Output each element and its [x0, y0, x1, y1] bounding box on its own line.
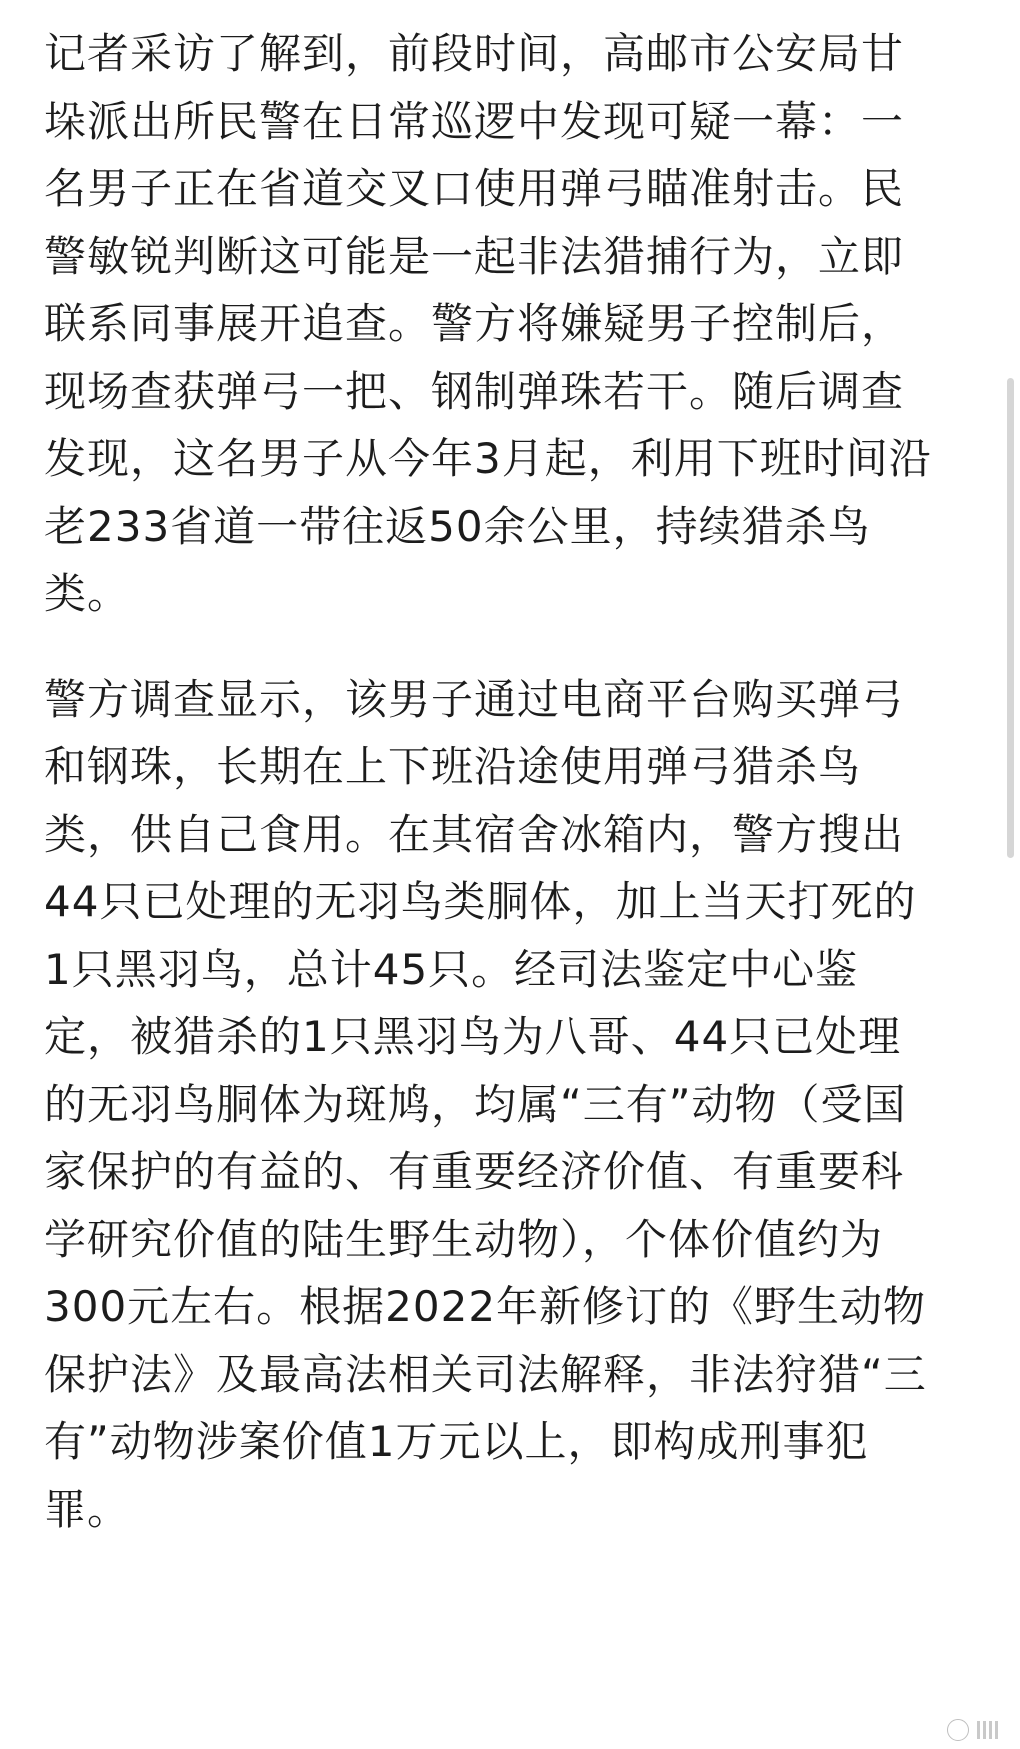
text-line: 发现，这名男子从今年3月起，利用下班时间沿 — [44, 434, 932, 483]
text-line: 和钢珠，长期在上下班沿途使用弹弓猎杀鸟 — [44, 742, 862, 791]
paragraph-2 — [44, 666, 984, 1544]
text-line: 定，被猎杀的1只黑羽鸟为八哥、44只已处理 — [44, 1012, 902, 1061]
text-line: 学研究价值的陆生野生动物），个体价值约为 — [44, 1214, 884, 1264]
text-line: 1只黑羽鸟，总计45只。经司法鉴定中心鉴 — [44, 944, 859, 994]
text-line: 类，供自己食用。在其宿舍冰箱内，警方搜出 — [44, 809, 905, 859]
text-line: 保护法》及最高法相关司法解释，非法狩猎“三 — [44, 1349, 927, 1399]
text-line: 类。 — [44, 569, 131, 618]
text-line: 家保护的有益的、有重要经济价值、有重要科 — [44, 1147, 905, 1196]
text-line: 有”动物涉案价值1万元以上，即构成刑事犯 — [44, 1417, 869, 1466]
text-line: 的无羽鸟胴体为斑鸠，均属“三有”动物（受国 — [44, 1079, 907, 1129]
text-line: 联系同事展开追查。警方将嫌疑男子控制后， — [44, 299, 905, 348]
text-line: 警方调查显示，该男子通过电商平台购买弹弓 — [44, 674, 905, 724]
text-line: 记者采访了解到，前段时间，高邮市公安局甘 — [44, 29, 905, 78]
text-line: 罪。 — [44, 1484, 131, 1534]
watermark-bars-icon — [977, 1721, 998, 1739]
watermark-logo — [947, 1719, 998, 1741]
text-line: 300元左右。根据2022年新修订的《野生动物 — [44, 1282, 927, 1331]
text-line: 名男子正在省道交叉口使用弹弓瞄准射击。民 — [44, 164, 905, 213]
text-line: 警敏锐判断这可能是一起非法猎捕行为，立即 — [44, 231, 905, 281]
text-line: 现场查获弹弓一把、钢制弹珠若干。随后调查 — [44, 366, 905, 416]
text-line: 垛派出所民警在日常巡逻中发现可疑一幕：一 — [44, 96, 905, 146]
article-body — [44, 20, 984, 1543]
text-line: 老233省道一带往返50余公里，持续猎杀鸟 — [44, 501, 871, 551]
watermark-circle-icon — [947, 1719, 969, 1741]
paragraph-1 — [44, 20, 984, 628]
scrollbar-thumb[interactable] — [1007, 378, 1014, 858]
text-line: 44只已处理的无羽鸟类胴体，加上当天打死的 — [44, 877, 917, 926]
